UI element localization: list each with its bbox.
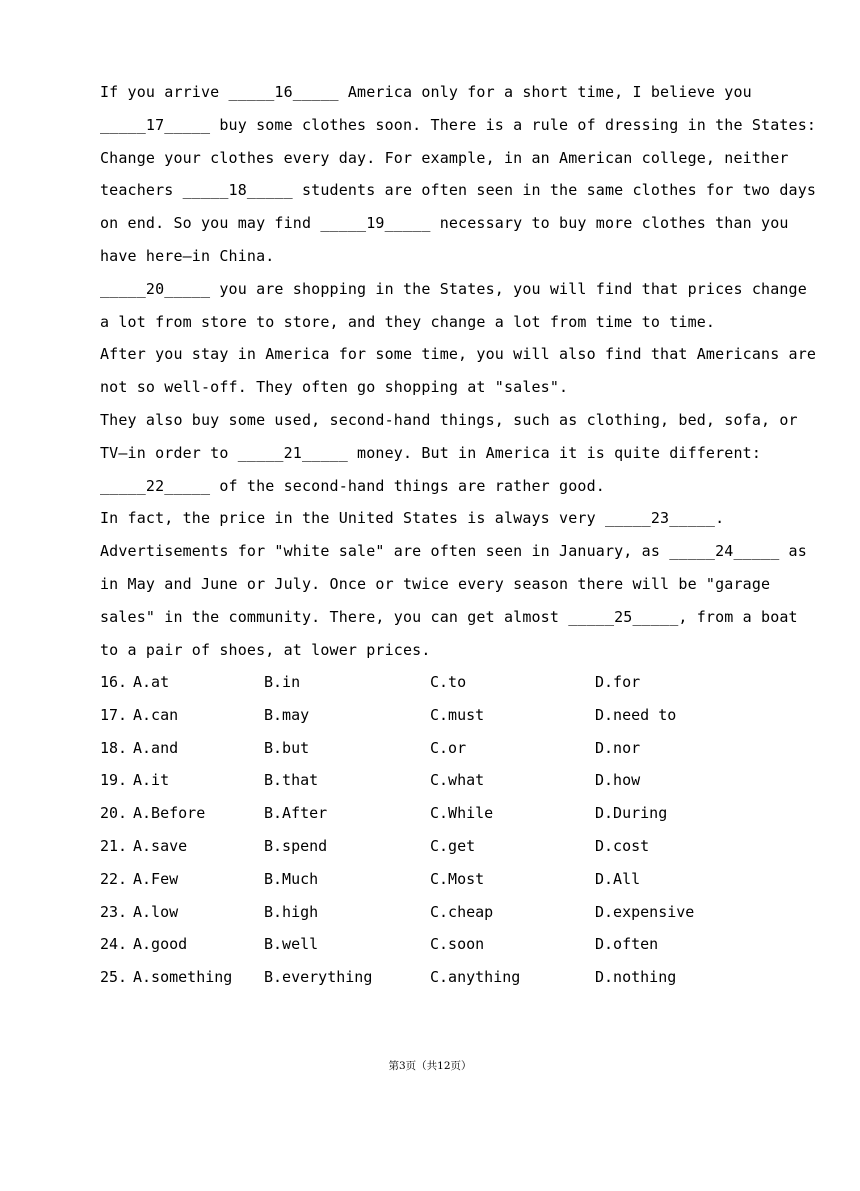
option-d: D.expensive [595, 902, 695, 921]
option-b: B.may [264, 705, 310, 724]
option-c: C.or [430, 738, 467, 757]
question-row [100, 961, 780, 994]
option-b: B.but [264, 738, 310, 757]
option-b: B.After [264, 804, 328, 823]
option-c: C.anything [430, 968, 521, 987]
question-number: 19. [100, 771, 128, 790]
question-row [100, 928, 780, 961]
option-b: B.that [264, 771, 319, 790]
option-d: D.for [595, 673, 641, 691]
passage-line: sales" in the community. There, you can get almost _____25_____, from a boat [100, 607, 798, 626]
passage-line: Advertisements for "white sale" are often seen in January, as _____24_____ as [100, 542, 807, 561]
cloze-passage [100, 76, 817, 666]
question-row [100, 764, 780, 797]
passage-line: not so well-off. They often go shopping at "sales". [100, 378, 569, 397]
question-number: 21. [100, 836, 128, 855]
option-d: D.need to [595, 705, 677, 724]
option-a: A.it [133, 771, 170, 790]
passage-line: TV—in order to _____21_____ money. But in America it is quite different: [100, 443, 762, 462]
question-number: 25. [100, 968, 128, 987]
question-row [100, 830, 780, 863]
passage-line: In fact, the price in the United States is always very _____23_____. [100, 509, 725, 528]
question-number: 24. [100, 935, 128, 954]
passage-line: They also buy some used, second-hand things, such as clothing, bed, sofa, or [100, 410, 798, 429]
option-d: D.cost [595, 836, 650, 855]
question-number: 23. [100, 902, 128, 921]
option-c: C.must [430, 705, 485, 724]
question-number: 17. [100, 705, 128, 724]
option-c: C.Most [430, 869, 485, 888]
question-number: 16. [100, 673, 128, 691]
question-row [100, 699, 780, 732]
passage-line: If you arrive _____16_____ America only for a short time, I believe you [100, 83, 752, 101]
option-c: C.what [430, 771, 485, 790]
question-row [100, 797, 780, 830]
passage-line: in May and June or July. Once or twice every season there will be "garage [100, 574, 771, 593]
passage-line: to a pair of shoes, at lower prices. [100, 640, 431, 659]
option-d: D.nor [595, 738, 641, 757]
option-b: B.high [264, 902, 319, 921]
option-b: B.in [264, 673, 301, 691]
question-number: 22. [100, 869, 128, 888]
option-a: A.save [133, 836, 188, 855]
option-a: A.something [133, 968, 233, 987]
passage-line: Change your clothes every day. For example, in an American college, neither [100, 148, 789, 167]
passage-line: _____22_____ of the second-hand things are rather good. [100, 476, 605, 495]
option-a: A.Before [133, 804, 206, 823]
question-number: 18. [100, 738, 128, 757]
passage-line: _____20_____ you are shopping in the States, you will find that prices change [100, 279, 807, 298]
question-row [100, 863, 780, 896]
option-c: C.While [430, 804, 494, 823]
option-a: A.low [133, 902, 179, 921]
question-row [100, 732, 780, 765]
option-a: A.Few [133, 869, 179, 888]
option-d: D.During [595, 804, 668, 823]
option-a: A.can [133, 705, 179, 724]
passage-line: a lot from store to store, and they change a lot from time to time. [100, 312, 716, 331]
option-d: D.nothing [595, 968, 677, 987]
option-b: B.well [264, 935, 319, 954]
option-c: C.get [430, 836, 476, 855]
option-d: D.All [595, 869, 641, 888]
option-a: A.and [133, 738, 179, 757]
passage-line: on end. So you may find _____19_____ necessary to buy more clothes than you [100, 214, 789, 233]
option-d: D.often [595, 935, 659, 954]
passage-line: teachers _____18_____ students are often seen in the same clothes for two days [100, 181, 817, 200]
option-b: B.everything [264, 968, 373, 987]
question-number: 20. [100, 804, 128, 823]
option-a: A.at [133, 673, 170, 691]
question-row [100, 896, 780, 929]
option-c: C.cheap [430, 902, 494, 921]
option-a: A.good [133, 935, 188, 954]
option-d: D.how [595, 771, 641, 790]
answer-options [100, 666, 780, 994]
passage-line: have here—in China. [100, 246, 275, 265]
page-footer: 第3页（共12页） [388, 1060, 472, 1072]
option-b: B.Much [264, 869, 319, 888]
option-c: C.to [430, 673, 467, 691]
question-row [100, 666, 780, 699]
option-c: C.soon [430, 935, 485, 954]
passage-line: _____17_____ buy some clothes soon. There is a rule of dressing in the States: [100, 115, 817, 134]
passage-line: After you stay in America for some time, you will also find that Americans are [100, 345, 817, 364]
option-b: B.spend [264, 836, 328, 855]
